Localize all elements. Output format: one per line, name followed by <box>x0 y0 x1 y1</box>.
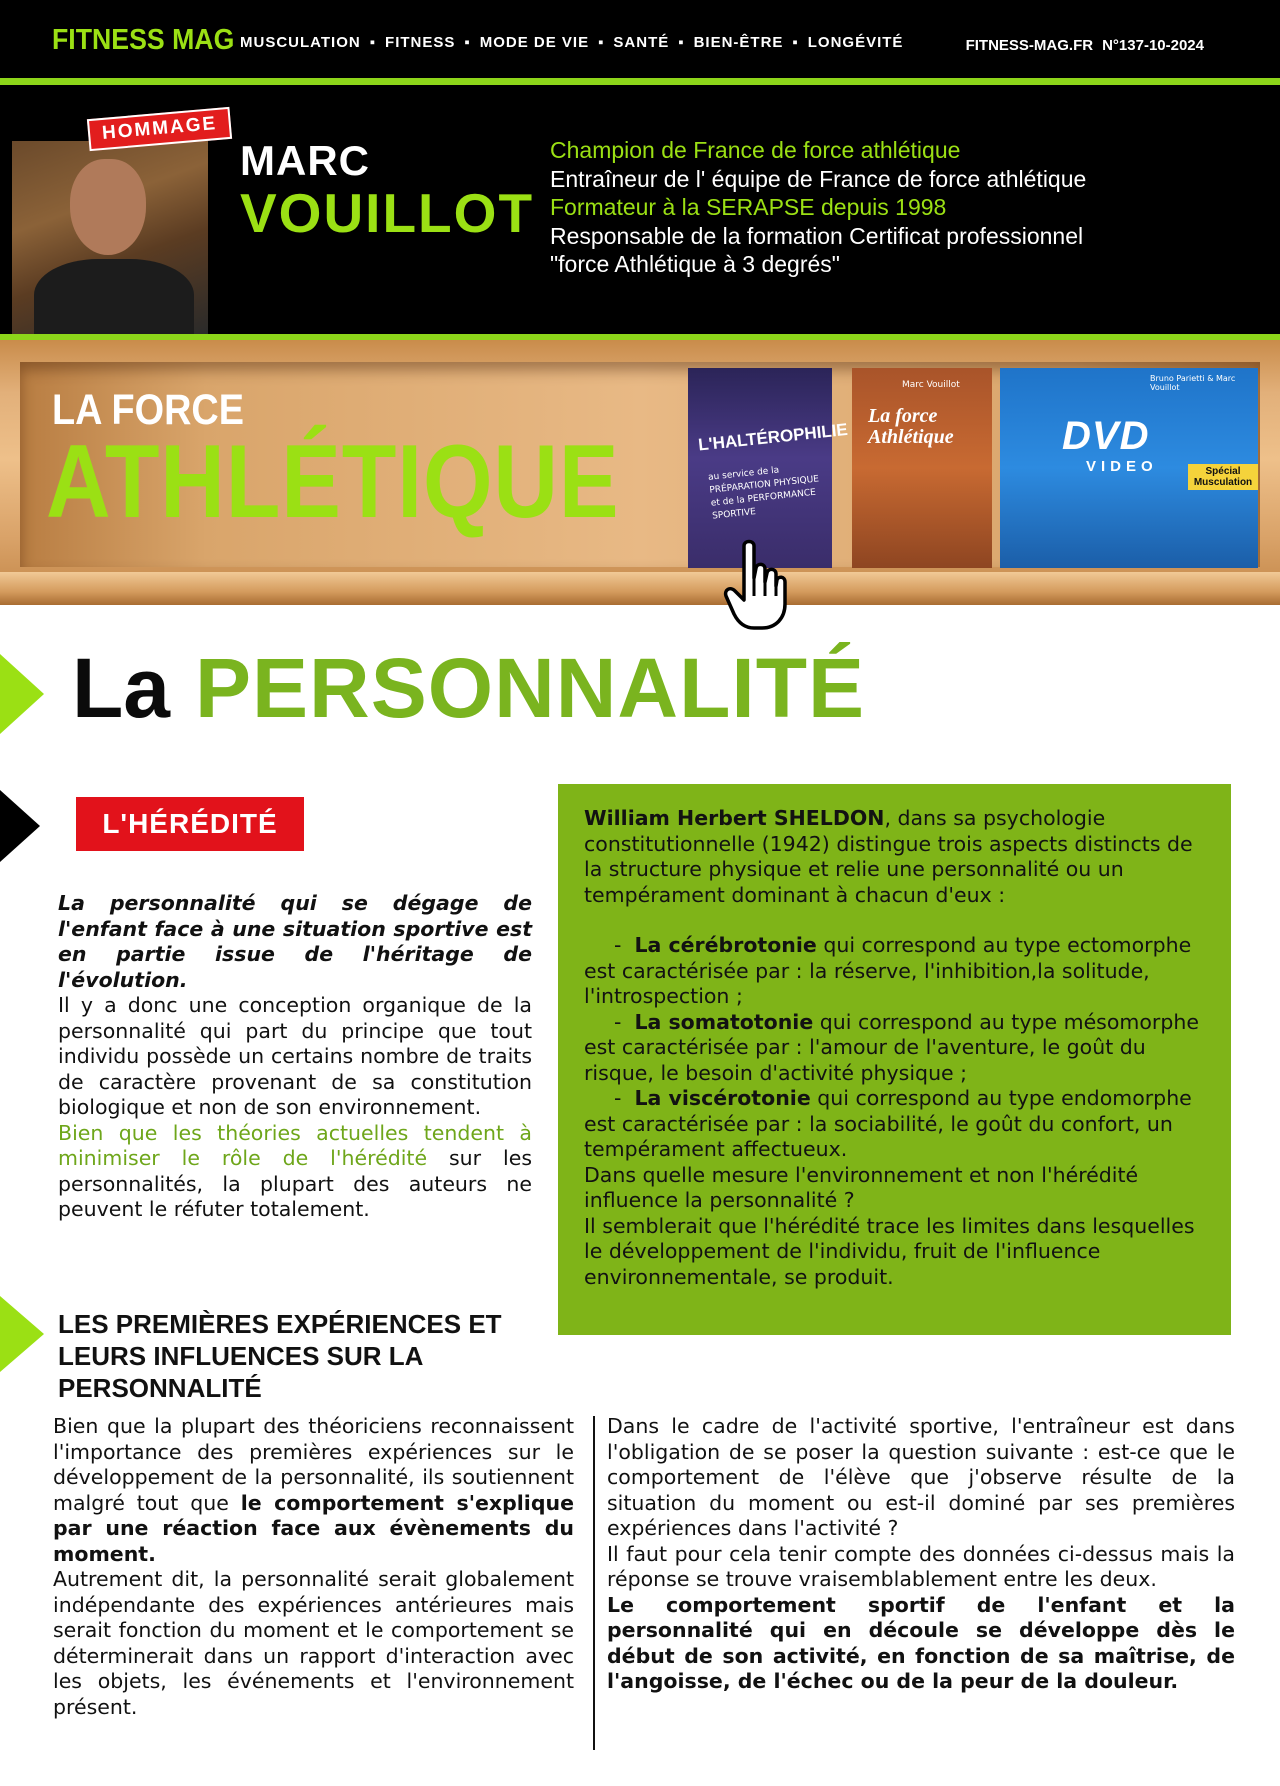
credential-line: Responsable de la formation Certificat professionnel <box>550 222 1084 249</box>
nav-item-fitness[interactable]: FITNESS <box>385 34 456 51</box>
list-term: La viscérotonie <box>634 1086 811 1110</box>
paragraph: Il y a donc une conception organique de la personnalité qui part du principe que tout individu possède un certains nombre de traits de caractère provenant de sa constitution biologique et non de son environnement. <box>58 993 532 1119</box>
nav-item-musculation[interactable]: MUSCULATION <box>240 34 361 51</box>
portrait-head <box>70 159 146 255</box>
sheldon-question: Dans quelle mesure l'environnement et non l'hérédité influence la personnalité ? <box>584 1162 1139 1212</box>
nav-separator: ▪ <box>598 34 605 51</box>
video-label: VIDEO <box>1086 458 1158 475</box>
first-name: MARC <box>240 137 370 184</box>
issue-number: N°137-10-2024 <box>1102 37 1204 54</box>
nav-separator: ▪ <box>369 34 377 51</box>
book-author: Marc Vouillot <box>902 380 960 390</box>
column-divider <box>593 1416 595 1750</box>
highlight-text: Bien que les théories actuelles tendent à minimiser le rôle de l'hérédité <box>58 1120 532 1170</box>
spacer <box>584 908 1209 933</box>
paragraph: Bien que la plupart des théoriciens reconnaissent l'importance des premières expériences sur le développement de la personnalité, ils soutiennent malgré tout que <box>53 1414 574 1515</box>
list-item <box>584 1010 1209 1087</box>
main-nav <box>240 34 903 51</box>
credential-line: Formateur à la SERAPSE depuis 1998 <box>550 194 947 220</box>
paragraph: Dans le cadre de l'activité sportive, l'entraîneur est dans l'obligation de se poser la question suivante : est-ce que le comportement de l'élève que j'observe résulte de la situation du moment ou est-il dominé par ses premières expériences dans l'activité ? <box>607 1414 1235 1540</box>
nav-item-bien-etre[interactable]: BIEN-ÊTRE <box>693 34 784 51</box>
nav-item-sante[interactable]: SANTÉ <box>613 34 670 51</box>
section-arrow-icon <box>0 1296 44 1372</box>
bold-statement: le comportement s'explique par une réaction face aux évènements du moment. <box>53 1490 574 1566</box>
top-bar <box>0 0 1280 78</box>
heredite-text <box>58 891 532 1223</box>
pointer-hand-icon <box>724 538 786 630</box>
list-term: La somatotonie <box>634 1009 814 1034</box>
special-badge: Spécial Musculation <box>1188 464 1258 490</box>
shelf-board <box>0 572 1280 605</box>
hommage-badge: HOMMAGE <box>87 107 233 151</box>
section-tag-heredite: L'HÉRÉDITÉ <box>76 797 304 851</box>
paragraph: Il faut pour cela tenir compte des données ci-dessus mais la réponse se trouve vraisemblablement entre les deux. <box>607 1541 1235 1591</box>
shelf-title-main: ATHLÉTIQUE <box>46 424 620 540</box>
list-text: qui correspond au type ectomorphe est caractérisée par : la réserve, l'inhibition,la solitude, l'introspection ; <box>584 933 1192 1008</box>
shelf-title-top: LA FORCE <box>52 386 244 434</box>
sheldon-conclusion: Il semblerait que l'hérédité trace les limites dans lesquelles le développement de l'individu, fruit de l'influence environnementale, se produit. <box>584 1213 1195 1289</box>
nav-item-longevite[interactable]: LONGÉVITÉ <box>807 34 904 51</box>
sheldon-text <box>584 806 1209 1290</box>
book-title: La force Athlétique <box>868 405 954 448</box>
lead-paragraph: La personnalité qui se dégage de l'enfant face à une situation sportive est en partie issue de l'héritage de l'évolution. <box>58 891 532 992</box>
sheldon-name: William Herbert SHELDON <box>584 806 885 830</box>
sheldon-intro-text: , dans sa psychologie constitutionnelle (1942) distingue trois aspects distincts de la structure physique et relie une personnalité ou un tempérament dominant à chacun d'eux : <box>584 806 1193 907</box>
list-item <box>584 1086 1209 1163</box>
sheldon-intro <box>584 806 1209 908</box>
bold-conclusion: Le comportement sportif de l'enfant et la personnalité qui en découle se développe dès le début de son activité, en fonction de sa maîtrise, de l'angoisse, de l'échec ou de la peur de la douleur. <box>607 1592 1235 1693</box>
nav-separator: ▪ <box>464 34 471 51</box>
brand-logo[interactable]: FITNESS MAG <box>52 24 235 56</box>
article-title: PERSONNALITÉ <box>195 641 866 735</box>
dvd-authors: Bruno Parietti & Marc Vouillot <box>1150 374 1236 392</box>
credential-line: Entraîneur de l' équipe de France de force athlétique <box>550 165 1087 192</box>
experiences-column-1 <box>53 1414 574 1720</box>
book-force-athletique[interactable] <box>852 368 992 568</box>
list-text: qui correspond au type endomorphe est caractérisée par : la sociabilité, le goût du confort, un tempérament affectueux. <box>584 1086 1192 1161</box>
list-term: La cérébrotonie <box>634 933 817 957</box>
section-arrow-icon <box>0 790 40 862</box>
paragraph <box>58 1121 532 1223</box>
list-bullet: - <box>614 1086 635 1110</box>
paragraph-rest: sur les personnalités, la plupart des auteurs ne peuvent le réfuter totalement. <box>58 1146 533 1221</box>
issue-info <box>966 37 1204 54</box>
list-bullet: - <box>614 933 635 957</box>
book-title: L'HALTÉROPHILIE <box>697 419 849 455</box>
article-title-prefix: La <box>72 641 171 735</box>
list-text: qui correspond au type mésomorphe est caractérisée par : l'amour de l'aventure, le goût du risque, le besoin d'activité physique ; <box>584 1009 1199 1085</box>
credential-line: "force Athlétique à 3 degrés" <box>550 251 840 277</box>
experiences-column-2 <box>607 1414 1235 1695</box>
portrait-photo <box>12 141 208 334</box>
credential-line: Champion de France de force athlétique <box>550 137 961 163</box>
nav-separator: ▪ <box>792 34 799 51</box>
green-rule-top <box>0 78 1280 85</box>
last-name: VOUILLOT <box>240 182 535 244</box>
sheldon-box <box>558 784 1231 1335</box>
dvd-video[interactable] <box>1000 368 1258 568</box>
credentials-list <box>550 136 1086 279</box>
site-link[interactable]: FITNESS-MAG.FR <box>965 37 1094 54</box>
section-heading-experiences: LES PREMIÈRES EXPÉRIENCES ET LEURS INFLUENCES SUR LA PERSONNALITÉ <box>58 1309 502 1403</box>
paragraph: Autrement dit, la personnalité serait globalement indépendante des expériences antérieures mais serait fonction du moment et le comportement se déterminerait dans un rapport d'interaction avec les objets, les événements et l'environnement présent. <box>53 1567 574 1719</box>
nav-separator: ▪ <box>678 34 685 51</box>
list-bullet: - <box>614 1009 635 1034</box>
nav-item-mode-de-vie[interactable]: MODE DE VIE <box>479 34 590 51</box>
title-arrow-icon <box>0 654 44 734</box>
dvd-logo: DVD <box>1062 414 1150 458</box>
book-subtitle: au service de la PRÉPARATION PHYSIQUE et de la PERFORMANCE SPORTIVE <box>707 465 820 522</box>
list-item <box>584 933 1209 1010</box>
